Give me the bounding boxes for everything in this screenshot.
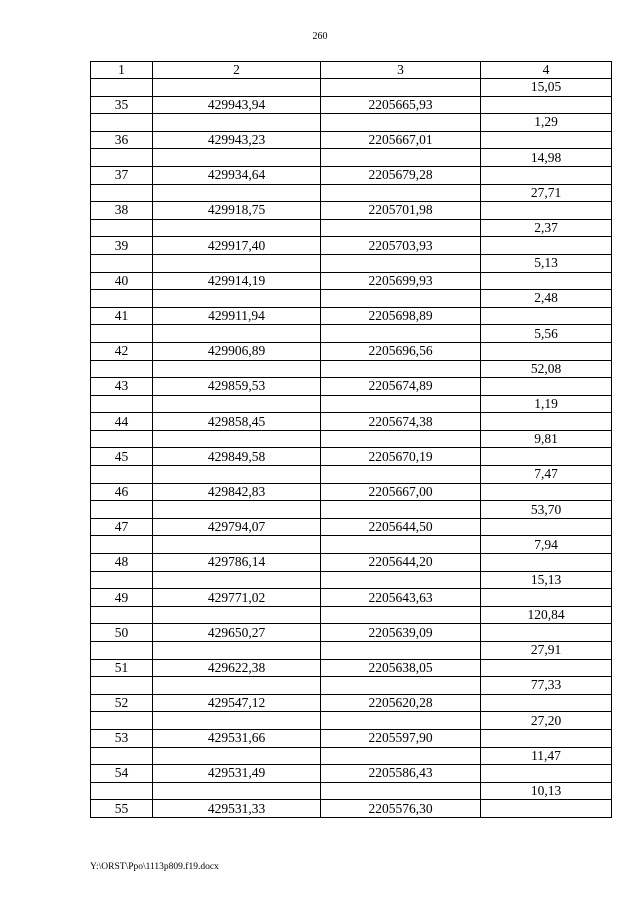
table-row	[91, 202, 612, 220]
distance-row	[91, 114, 612, 132]
x-coordinate-cell: 429531,49	[153, 765, 321, 783]
y-coordinate-cell: 2205576,30	[321, 800, 481, 818]
distance-cell: 11,47	[481, 747, 612, 765]
distance-cell: 77,33	[481, 677, 612, 695]
x-coordinate-cell: 429858,45	[153, 413, 321, 431]
table-row	[91, 554, 612, 572]
x-coordinate-cell: 429859,53	[153, 378, 321, 396]
y-coordinate-cell: 2205670,19	[321, 448, 481, 466]
x-coordinate-cell: 429914,19	[153, 272, 321, 290]
distance-row	[91, 219, 612, 237]
table-row	[91, 131, 612, 149]
point-number-cell: 42	[91, 342, 153, 360]
point-number-cell: 54	[91, 765, 153, 783]
column-header-3: 3	[321, 62, 481, 79]
distance-cell: 15,13	[481, 571, 612, 589]
y-coordinate-cell: 2205701,98	[321, 202, 481, 220]
x-coordinate-cell: 429547,12	[153, 694, 321, 712]
distance-row	[91, 254, 612, 272]
point-number-cell: 36	[91, 131, 153, 149]
table-row	[91, 272, 612, 290]
distance-cell: 2,37	[481, 219, 612, 237]
table-row	[91, 518, 612, 536]
coordinates-table	[90, 61, 612, 818]
x-coordinate-cell: 429531,66	[153, 729, 321, 747]
y-coordinate-cell: 2205703,93	[321, 237, 481, 255]
distance-row	[91, 360, 612, 378]
x-coordinate-cell: 429531,33	[153, 800, 321, 818]
point-number-cell: 39	[91, 237, 153, 255]
distance-row	[91, 466, 612, 484]
x-coordinate-cell: 429622,38	[153, 659, 321, 677]
table-row	[91, 342, 612, 360]
point-number-cell: 41	[91, 307, 153, 325]
x-coordinate-cell: 429934,64	[153, 166, 321, 184]
table-row	[91, 166, 612, 184]
distance-row	[91, 747, 612, 765]
distance-cell: 9,81	[481, 430, 612, 448]
point-number-cell: 46	[91, 483, 153, 501]
distance-cell: 120,84	[481, 606, 612, 624]
distance-row	[91, 395, 612, 413]
point-number-cell: 52	[91, 694, 153, 712]
distance-cell: 10,13	[481, 782, 612, 800]
x-coordinate-cell: 429943,23	[153, 131, 321, 149]
x-coordinate-cell: 429918,75	[153, 202, 321, 220]
distance-row	[91, 606, 612, 624]
x-coordinate-cell: 429911,94	[153, 307, 321, 325]
distance-cell: 2,48	[481, 290, 612, 308]
distance-row	[91, 79, 612, 97]
distance-cell: 1,29	[481, 114, 612, 132]
column-header-2: 2	[153, 62, 321, 79]
y-coordinate-cell: 2205674,89	[321, 378, 481, 396]
distance-row	[91, 430, 612, 448]
table-row	[91, 96, 612, 114]
y-coordinate-cell: 2205644,20	[321, 554, 481, 572]
table-row	[91, 237, 612, 255]
y-coordinate-cell: 2205620,28	[321, 694, 481, 712]
distance-row	[91, 149, 612, 167]
distance-cell: 53,70	[481, 501, 612, 519]
point-number-cell: 45	[91, 448, 153, 466]
y-coordinate-cell: 2205679,28	[321, 166, 481, 184]
table-row	[91, 448, 612, 466]
point-number-cell: 37	[91, 166, 153, 184]
table-row	[91, 589, 612, 607]
distance-cell: 27,71	[481, 184, 612, 202]
x-coordinate-cell: 429943,94	[153, 96, 321, 114]
y-coordinate-cell: 2205667,01	[321, 131, 481, 149]
table-row	[91, 483, 612, 501]
distance-cell: 14,98	[481, 149, 612, 167]
point-number-cell: 40	[91, 272, 153, 290]
y-coordinate-cell: 2205597,90	[321, 729, 481, 747]
table-row	[91, 624, 612, 642]
point-number-cell: 44	[91, 413, 153, 431]
distance-row	[91, 712, 612, 730]
distance-row	[91, 501, 612, 519]
x-coordinate-cell: 429849,58	[153, 448, 321, 466]
distance-cell: 1,19	[481, 395, 612, 413]
x-coordinate-cell: 429771,02	[153, 589, 321, 607]
point-number-cell: 35	[91, 96, 153, 114]
table-row	[91, 378, 612, 396]
distance-row	[91, 184, 612, 202]
point-number-cell: 48	[91, 554, 153, 572]
point-number-cell: 51	[91, 659, 153, 677]
header-row	[91, 62, 612, 79]
distance-cell: 7,94	[481, 536, 612, 554]
table-row	[91, 307, 612, 325]
distance-cell: 27,91	[481, 642, 612, 660]
table-row	[91, 765, 612, 783]
y-coordinate-cell: 2205638,05	[321, 659, 481, 677]
point-number-cell: 55	[91, 800, 153, 818]
distance-cell: 5,13	[481, 254, 612, 272]
point-number-cell: 43	[91, 378, 153, 396]
distance-cell: 15,05	[481, 79, 612, 97]
distance-cell: 27,20	[481, 712, 612, 730]
table-row	[91, 694, 612, 712]
point-number-cell: 50	[91, 624, 153, 642]
distance-cell: 52,08	[481, 360, 612, 378]
table-row	[91, 800, 612, 818]
column-header-4: 4	[481, 62, 612, 79]
x-coordinate-cell: 429906,89	[153, 342, 321, 360]
distance-row	[91, 782, 612, 800]
x-coordinate-cell: 429917,40	[153, 237, 321, 255]
y-coordinate-cell: 2205643,63	[321, 589, 481, 607]
y-coordinate-cell: 2205667,00	[321, 483, 481, 501]
point-number-cell: 49	[91, 589, 153, 607]
page-number: 260	[312, 31, 328, 42]
y-coordinate-cell: 2205696,56	[321, 342, 481, 360]
distance-cell: 7,47	[481, 466, 612, 484]
point-number-cell: 53	[91, 729, 153, 747]
table-row	[91, 729, 612, 747]
x-coordinate-cell: 429842,83	[153, 483, 321, 501]
point-number-cell: 47	[91, 518, 153, 536]
y-coordinate-cell: 2205586,43	[321, 765, 481, 783]
x-coordinate-cell: 429794,07	[153, 518, 321, 536]
distance-row	[91, 290, 612, 308]
y-coordinate-cell: 2205698,89	[321, 307, 481, 325]
y-coordinate-cell: 2205699,93	[321, 272, 481, 290]
distance-row	[91, 325, 612, 343]
distance-row	[91, 642, 612, 660]
distance-row	[91, 677, 612, 695]
point-number-cell: 38	[91, 202, 153, 220]
distance-row	[91, 536, 612, 554]
y-coordinate-cell: 2205674,38	[321, 413, 481, 431]
table-row	[91, 659, 612, 677]
footer-file-path: Y:\ORST\Ppo\1113p809.f19.docx	[90, 862, 219, 872]
x-coordinate-cell: 429650,27	[153, 624, 321, 642]
table-row	[91, 413, 612, 431]
x-coordinate-cell: 429786,14	[153, 554, 321, 572]
y-coordinate-cell: 2205644,50	[321, 518, 481, 536]
table-body	[91, 79, 612, 818]
distance-cell: 5,56	[481, 325, 612, 343]
y-coordinate-cell: 2205639,09	[321, 624, 481, 642]
y-coordinate-cell: 2205665,93	[321, 96, 481, 114]
distance-row	[91, 571, 612, 589]
column-header-1: 1	[91, 62, 153, 79]
